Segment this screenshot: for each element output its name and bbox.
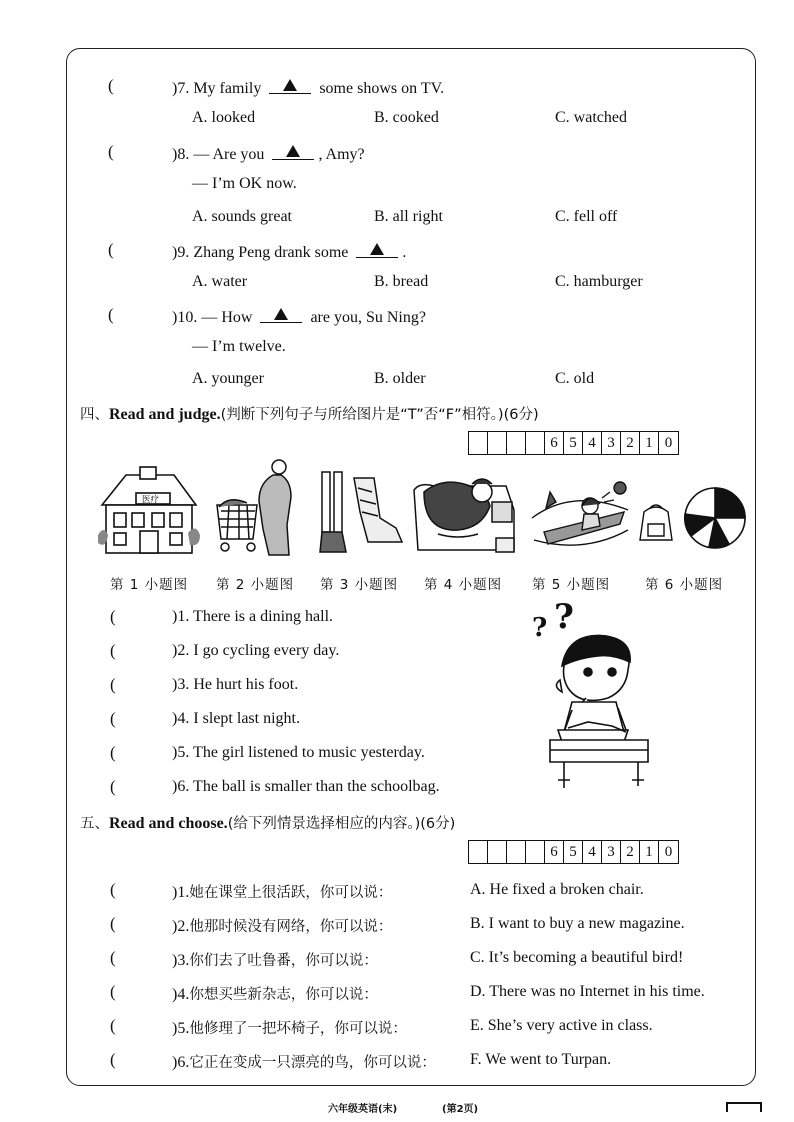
section-5-heading bbox=[80, 812, 455, 833]
answer-blank[interactable] bbox=[260, 306, 302, 323]
score-cell[interactable]: 5 bbox=[564, 841, 583, 863]
question-number: )5. bbox=[172, 744, 190, 761]
option-b: B. cooked bbox=[374, 109, 439, 126]
question-text: 她在课堂上很活跃，你可以说： bbox=[189, 885, 393, 901]
option-c: C. watched bbox=[555, 109, 627, 126]
score-cell[interactable]: 6 bbox=[545, 432, 564, 454]
triangle-icon bbox=[274, 308, 288, 320]
answer-paren[interactable]: ( bbox=[110, 675, 116, 694]
ball-picture bbox=[683, 486, 747, 550]
option-a: A. sounds great bbox=[192, 208, 292, 225]
answer-paren[interactable]: ( bbox=[110, 982, 116, 1001]
choose-question-5 bbox=[172, 1017, 407, 1038]
answer-paren[interactable]: ( bbox=[108, 76, 114, 95]
option-b: B. bread bbox=[374, 273, 429, 290]
question-number: )6. bbox=[172, 778, 190, 795]
score-cell[interactable]: 6 bbox=[545, 841, 564, 863]
judge-question-2 bbox=[172, 642, 339, 660]
question-text: are you, Su Ning? bbox=[310, 309, 426, 326]
score-cell[interactable]: 2 bbox=[621, 841, 640, 863]
shopping-woman-picture bbox=[215, 455, 299, 559]
triangle-icon bbox=[283, 79, 297, 91]
option-b: B. older bbox=[374, 370, 426, 387]
option-c: C. old bbox=[555, 370, 595, 387]
question-10 bbox=[172, 306, 426, 327]
choice-option: F. We went to Turpan. bbox=[470, 1051, 612, 1068]
option-a: A. water bbox=[192, 273, 248, 290]
corner-mark bbox=[726, 1102, 762, 1112]
question-number: )3. bbox=[172, 676, 190, 693]
hospital-sign: 医疗 bbox=[142, 495, 160, 505]
answer-paren[interactable]: ( bbox=[110, 709, 116, 728]
score-box bbox=[468, 431, 679, 455]
answer-paren[interactable]: ( bbox=[110, 607, 116, 626]
question-mark: ? bbox=[532, 613, 548, 643]
section-instruction: (判断下列句子与所给图片是“T”否“F”相符。)(6分) bbox=[220, 407, 539, 423]
score-cell[interactable] bbox=[488, 841, 507, 863]
question-number: )10. bbox=[172, 309, 198, 326]
choose-question-1 bbox=[172, 881, 392, 902]
schoolbag-picture bbox=[636, 502, 676, 546]
answer-paren[interactable]: ( bbox=[110, 948, 116, 967]
answer-paren[interactable]: ( bbox=[110, 880, 116, 899]
question-number: )8. bbox=[172, 146, 190, 163]
question-text: , Amy? bbox=[318, 146, 365, 163]
question-number: )5. bbox=[172, 1020, 190, 1037]
question-9 bbox=[172, 241, 406, 262]
section-4-heading bbox=[80, 403, 539, 424]
question-text: 他修理了一把坏椅子，你可以说： bbox=[189, 1021, 407, 1037]
question-number: )4. bbox=[172, 986, 190, 1003]
answer-paren[interactable]: ( bbox=[108, 240, 114, 259]
question-number: )7. bbox=[172, 80, 190, 97]
thinking-boy-picture bbox=[528, 597, 648, 792]
triangle-icon bbox=[286, 145, 300, 157]
question-number: )4. bbox=[172, 710, 190, 727]
option-c: C. fell off bbox=[555, 208, 618, 225]
score-cell[interactable]: 0 bbox=[664, 435, 673, 451]
option-b: B. all right bbox=[374, 208, 443, 225]
score-cell[interactable] bbox=[507, 432, 526, 454]
answer-paren[interactable]: ( bbox=[110, 914, 116, 933]
score-cell[interactable]: 5 bbox=[564, 432, 583, 454]
section-instruction: (给下列情景选择相应的内容。)(6分) bbox=[227, 816, 456, 832]
question-text: I go cycling every day. bbox=[193, 642, 340, 659]
question-text: There is a dining hall. bbox=[193, 608, 334, 625]
answer-blank[interactable] bbox=[272, 143, 314, 160]
choose-question-2 bbox=[172, 915, 392, 936]
question-text: — How bbox=[201, 309, 253, 326]
question-text: . bbox=[402, 244, 407, 261]
score-box bbox=[468, 840, 679, 864]
question-text: My family bbox=[193, 80, 262, 97]
score-cell[interactable] bbox=[526, 432, 545, 454]
question-7 bbox=[172, 77, 444, 98]
choice-option: C. It’s becoming a beautiful bird! bbox=[470, 949, 684, 966]
question-text: I slept last night. bbox=[193, 710, 300, 727]
score-cell[interactable]: 1 bbox=[640, 841, 659, 863]
score-cell[interactable] bbox=[469, 841, 488, 863]
score-cell[interactable]: 0 bbox=[664, 844, 673, 860]
choice-option: E. She’s very active in class. bbox=[470, 1017, 653, 1034]
question-text: 你们去了吐鲁番，你可以说： bbox=[189, 953, 378, 969]
question-number: )1. bbox=[172, 608, 190, 625]
choose-question-4 bbox=[172, 983, 378, 1004]
choice-option: D. There was no Internet in his time. bbox=[470, 983, 705, 1000]
question-text: The ball is smaller than the schoolbag. bbox=[193, 778, 440, 795]
score-cell[interactable]: 4 bbox=[583, 432, 602, 454]
answer-paren[interactable]: ( bbox=[110, 743, 116, 762]
section-title: Read and choose. bbox=[109, 815, 228, 832]
triangle-icon bbox=[370, 243, 384, 255]
hospital-picture bbox=[96, 465, 200, 557]
judge-question-6 bbox=[172, 778, 440, 796]
score-cell[interactable]: 3 bbox=[602, 432, 621, 454]
question-text: 它正在变成一只漂亮的鸟，你可以说： bbox=[189, 1055, 436, 1071]
score-cell[interactable]: 4 bbox=[583, 841, 602, 863]
footer-subject: 六年级英语(末) bbox=[328, 1104, 398, 1115]
caption-3: 第 3 小题图 bbox=[320, 577, 399, 593]
question-text: 他那时候没有网络，你可以说： bbox=[189, 919, 393, 935]
score-cell[interactable] bbox=[469, 432, 488, 454]
hurt-foot-picture bbox=[320, 472, 406, 560]
question-number: )6. bbox=[172, 1054, 190, 1071]
choice-option: A. He fixed a broken chair. bbox=[470, 881, 644, 898]
answer-paren[interactable]: ( bbox=[110, 1050, 116, 1069]
score-cell[interactable]: 3 bbox=[602, 841, 621, 863]
choice-option: B. I want to buy a new magazine. bbox=[470, 915, 685, 932]
question-text: some shows on TV. bbox=[319, 80, 445, 97]
question-number: )2. bbox=[172, 918, 190, 935]
question-number: )3. bbox=[172, 952, 190, 969]
question-text: Zhang Peng drank some bbox=[193, 244, 349, 261]
question-8 bbox=[172, 143, 365, 164]
caption-6: 第 6 小题图 bbox=[645, 577, 724, 593]
question-number: )1. bbox=[172, 884, 190, 901]
answer-paren[interactable]: ( bbox=[110, 641, 116, 660]
judge-question-5 bbox=[172, 744, 425, 762]
score-cell[interactable]: 1 bbox=[640, 432, 659, 454]
caption-4: 第 4 小题图 bbox=[424, 577, 503, 593]
rowing-girl-picture bbox=[530, 478, 634, 558]
section-number: 四、 bbox=[80, 407, 109, 423]
option-a: A. younger bbox=[192, 370, 264, 387]
option-a: A. looked bbox=[192, 109, 256, 126]
question-text: He hurt his foot. bbox=[193, 676, 299, 693]
question-mark: ? bbox=[554, 597, 574, 637]
score-cell[interactable] bbox=[488, 432, 507, 454]
caption-5: 第 5 小题图 bbox=[532, 577, 611, 593]
question-text: 你想买些新杂志，你可以说： bbox=[189, 987, 378, 1003]
answer-paren[interactable]: ( bbox=[110, 777, 116, 796]
reply-text: — I’m twelve. bbox=[192, 338, 286, 355]
score-cell[interactable] bbox=[507, 841, 526, 863]
answer-paren[interactable]: ( bbox=[108, 305, 114, 324]
footer-page: (第2页) bbox=[442, 1104, 479, 1115]
reply-text: — I’m OK now. bbox=[192, 175, 297, 192]
judge-question-3 bbox=[172, 676, 298, 694]
answer-paren[interactable]: ( bbox=[110, 1016, 116, 1035]
answer-blank[interactable] bbox=[356, 241, 398, 258]
question-number: )2. bbox=[172, 642, 190, 659]
judge-question-1 bbox=[172, 608, 333, 626]
caption-2: 第 2 小题图 bbox=[216, 577, 295, 593]
answer-paren[interactable]: ( bbox=[108, 142, 114, 161]
question-text: The girl listened to music yesterday. bbox=[193, 744, 425, 761]
section-title: Read and judge. bbox=[109, 406, 221, 423]
answer-blank[interactable] bbox=[269, 77, 311, 94]
question-number: )9. bbox=[172, 244, 190, 261]
section-number: 五、 bbox=[80, 816, 109, 832]
option-c: C. hamburger bbox=[555, 273, 643, 290]
sleeping-picture bbox=[408, 470, 520, 558]
caption-1: 第 1 小题图 bbox=[110, 577, 189, 593]
question-text: — Are you bbox=[193, 146, 265, 163]
choose-question-3 bbox=[172, 949, 378, 970]
choose-question-6 bbox=[172, 1051, 436, 1072]
score-cell[interactable]: 2 bbox=[621, 432, 640, 454]
score-cell[interactable] bbox=[526, 841, 545, 863]
judge-question-4 bbox=[172, 710, 300, 728]
